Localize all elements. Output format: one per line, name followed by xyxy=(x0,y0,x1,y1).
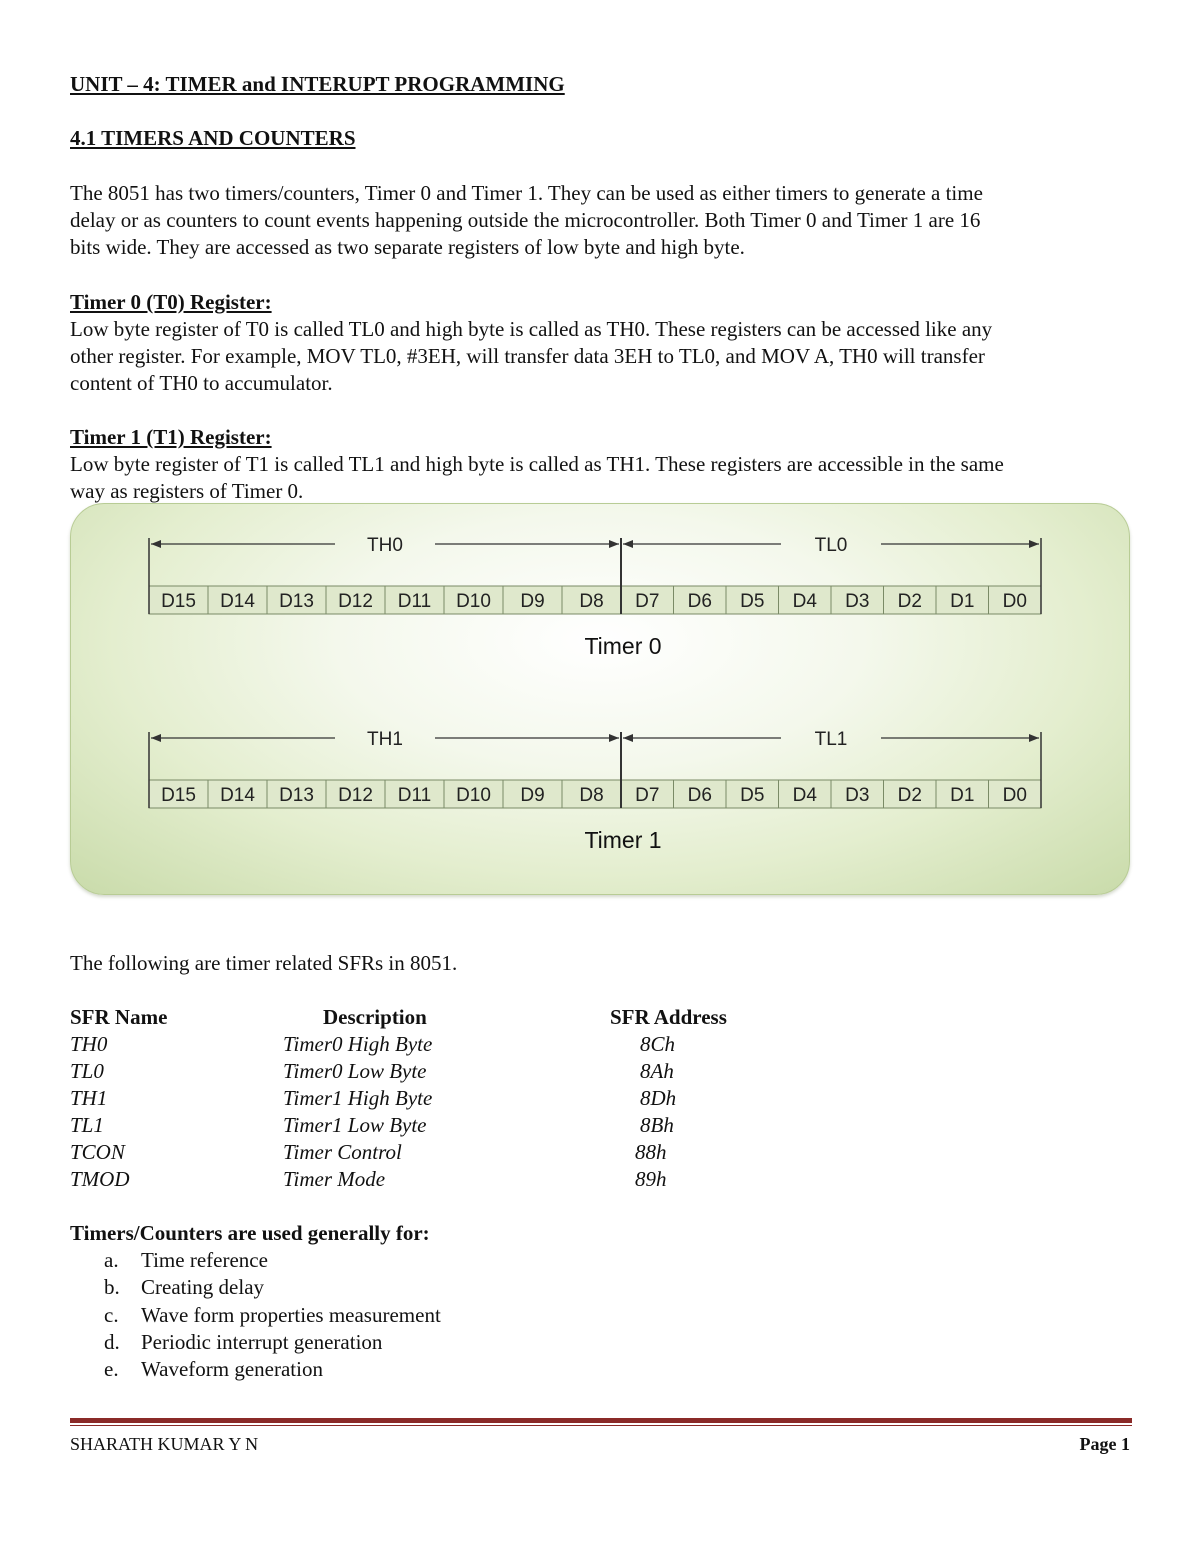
sfr-table-header xyxy=(70,1004,870,1031)
register-bit-label: D1 xyxy=(950,591,975,612)
arrow-head xyxy=(609,734,619,742)
page-title: UNIT – 4: TIMER and INTERUPT PROGRAMMING xyxy=(70,72,565,96)
register-bit-label: D10 xyxy=(456,785,491,806)
list-item xyxy=(104,1329,382,1356)
sfr-description-cell: Timer1 High Byte xyxy=(283,1086,433,1110)
sfr-intro: The following are timer related SFRs in 8051. xyxy=(70,951,458,975)
arrow-head xyxy=(151,540,161,548)
sfr-address-cell: 8Ch xyxy=(640,1032,676,1056)
timer1-heading: Timer 1 (T1) Register: xyxy=(70,425,272,449)
timer0-line: content of TH0 to accumulator. xyxy=(70,371,333,395)
register-bit-label: D7 xyxy=(635,591,660,612)
list-text: Wave form properties measurement xyxy=(141,1303,441,1327)
header-description: Description xyxy=(323,1005,427,1029)
sfr-description-cell: Timer1 Low Byte xyxy=(283,1113,427,1137)
table-row xyxy=(70,1112,870,1139)
sfr-name-cell: TMOD xyxy=(70,1167,130,1191)
intro-line: The 8051 has two timers/counters, Timer 0 and Timer 1. They can be used as either timers to generate a time xyxy=(70,181,983,205)
sfr-address-cell: 8Ah xyxy=(640,1059,674,1083)
arrow-head xyxy=(623,734,633,742)
timer-register-diagram xyxy=(70,503,1130,895)
high-byte-label: TH1 xyxy=(367,729,403,750)
register-diagram-svg xyxy=(71,504,1129,894)
register-bit-label: D14 xyxy=(220,785,255,806)
register-bit-label: D5 xyxy=(740,591,765,612)
register-bit-label: D2 xyxy=(897,785,922,806)
uses-heading: Timers/Counters are used generally for: xyxy=(70,1221,430,1245)
footer-author: SHARATH KUMAR Y N xyxy=(70,1434,259,1454)
register-bit-label: D15 xyxy=(161,591,196,612)
footer-rule-thick xyxy=(70,1418,1132,1423)
register-bit-label: D3 xyxy=(845,591,870,612)
timer0-section xyxy=(70,289,1132,397)
sfr-name-cell: TH0 xyxy=(70,1032,108,1056)
list-item xyxy=(104,1247,268,1274)
footer-page-number: Page 1 xyxy=(1079,1434,1130,1454)
register-bit-label: D2 xyxy=(897,591,922,612)
sfr-address-cell: 89h xyxy=(635,1167,667,1191)
register-bit-label: D3 xyxy=(845,785,870,806)
list-marker: b. xyxy=(104,1275,120,1299)
register-bit-label: D6 xyxy=(687,785,712,806)
register-bit-label: D8 xyxy=(579,591,604,612)
list-marker: e. xyxy=(104,1357,119,1381)
list-marker: d. xyxy=(104,1330,120,1354)
register-bit-label: D13 xyxy=(279,785,314,806)
high-byte-label: TH0 xyxy=(367,535,403,556)
timer0-heading: Timer 0 (T0) Register: xyxy=(70,290,272,314)
arrow-head xyxy=(1029,734,1039,742)
sfr-name-cell: TCON xyxy=(70,1140,125,1164)
register-bit-label: D12 xyxy=(338,591,373,612)
header-sfr-name: SFR Name xyxy=(70,1005,168,1029)
sfr-description-cell: Timer Control xyxy=(283,1140,402,1164)
list-item xyxy=(104,1302,441,1329)
register-bit-label: D7 xyxy=(635,785,660,806)
list-marker: c. xyxy=(104,1303,119,1327)
table-row xyxy=(70,1058,870,1085)
sfr-description-cell: Timer0 High Byte xyxy=(283,1032,433,1056)
list-item xyxy=(104,1356,323,1383)
sfr-name-cell: TL0 xyxy=(70,1059,104,1083)
list-text: Periodic interrupt generation xyxy=(141,1330,383,1354)
timer-caption: Timer 1 xyxy=(584,827,662,853)
timer1-section xyxy=(70,424,1132,505)
table-row xyxy=(70,1139,870,1166)
table-row xyxy=(70,1031,870,1058)
register-bit-label: D13 xyxy=(279,591,314,612)
arrow-head xyxy=(1029,540,1039,548)
list-item xyxy=(104,1274,264,1301)
register-bit-label: D15 xyxy=(161,785,196,806)
timer0-line: other register. For example, MOV TL0, #3EH, will transfer data 3EH to TL0, and MOV A, TH0 will transfer xyxy=(70,344,985,368)
list-text: Waveform generation xyxy=(141,1357,323,1381)
register-bit-label: D9 xyxy=(520,591,545,612)
register-bit-label: D4 xyxy=(792,591,817,612)
register-bit-label: D0 xyxy=(1002,591,1027,612)
header-sfr-address: SFR Address xyxy=(610,1005,727,1029)
sfr-description-cell: Timer0 Low Byte xyxy=(283,1059,427,1083)
register-bit-label: D11 xyxy=(397,785,432,806)
register-bit-label: D8 xyxy=(579,785,604,806)
sfr-description-cell: Timer Mode xyxy=(283,1167,386,1191)
register-bit-label: D9 xyxy=(520,785,545,806)
register-bit-label: D5 xyxy=(740,785,765,806)
arrow-head xyxy=(151,734,161,742)
register-bit-label: D11 xyxy=(397,591,432,612)
list-text: Time reference xyxy=(141,1248,268,1272)
intro-paragraph xyxy=(70,180,1132,261)
timer0-line: Low byte register of T0 is called TL0 and high byte is called as TH0. These registers can be accessed like any xyxy=(70,317,993,341)
register-bit-label: D12 xyxy=(338,785,373,806)
low-byte-label: TL1 xyxy=(814,729,848,750)
register-bit-label: D1 xyxy=(950,785,975,806)
register-bit-label: D10 xyxy=(456,591,491,612)
sfr-name-cell: TH1 xyxy=(70,1086,108,1110)
intro-line: bits wide. They are accessed as two separate registers of low byte and high byte. xyxy=(70,235,745,259)
register-bit-label: D0 xyxy=(1002,785,1027,806)
register-bit-label: D14 xyxy=(220,591,255,612)
register-bit-label: D4 xyxy=(792,785,817,806)
timer1-line: Low byte register of T1 is called TL1 and high byte is called as TH1. These registers are accessible in the same xyxy=(70,452,1004,476)
timer-caption: Timer 0 xyxy=(584,633,662,659)
sfr-address-cell: 88h xyxy=(635,1140,667,1164)
sfr-name-cell: TL1 xyxy=(70,1113,104,1137)
sfr-address-cell: 8Dh xyxy=(640,1086,677,1110)
table-row xyxy=(70,1085,870,1112)
section-heading: 4.1 TIMERS AND COUNTERS xyxy=(70,126,356,150)
timer1-line: way as registers of Timer 0. xyxy=(70,479,304,503)
arrow-head xyxy=(609,540,619,548)
register-bit-label: D6 xyxy=(687,591,712,612)
sfr-address-cell: 8Bh xyxy=(640,1113,674,1137)
list-text: Creating delay xyxy=(141,1275,265,1299)
table-row xyxy=(70,1166,870,1193)
list-marker: a. xyxy=(104,1248,119,1272)
low-byte-label: TL0 xyxy=(814,535,848,556)
arrow-head xyxy=(623,540,633,548)
footer-rule-thin xyxy=(70,1425,1132,1426)
intro-line: delay or as counters to count events happening outside the microcontroller. Both Timer 0 and Timer 1 are 16 xyxy=(70,208,981,232)
